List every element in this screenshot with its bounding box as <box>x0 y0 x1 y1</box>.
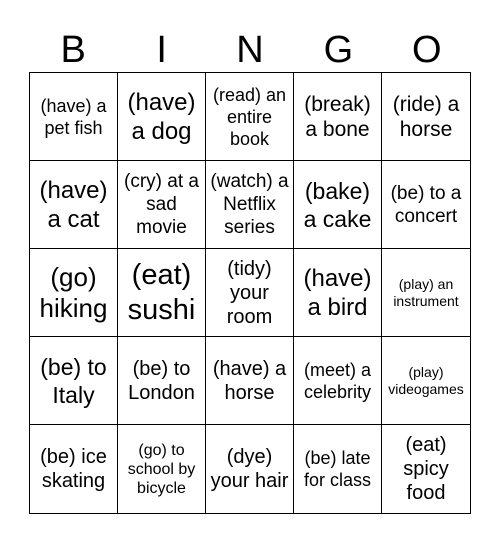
bingo-cell[interactable] <box>30 249 118 337</box>
bingo-cell[interactable] <box>294 337 382 425</box>
bingo-cell[interactable] <box>206 73 294 161</box>
cell-text: (be) late for class <box>303 448 372 490</box>
cell-text: (be) to Italy <box>40 353 107 408</box>
cell-text: (meet) a celebrity <box>303 359 372 402</box>
cell-text: (play) an instrument <box>393 275 459 309</box>
cell-text: (break) a bone <box>304 92 371 141</box>
cell-text: (be) to London <box>128 357 195 404</box>
bingo-cell[interactable] <box>294 73 382 161</box>
bingo-cell[interactable] <box>206 249 294 337</box>
bingo-cell[interactable] <box>294 425 382 513</box>
cell-text: (cry) at a sad movie <box>124 171 199 238</box>
bingo-cell[interactable] <box>382 337 470 425</box>
cell-text: (have) a pet fish <box>40 95 107 138</box>
cell-text: (play) videogames <box>388 363 464 397</box>
bingo-cell[interactable] <box>382 249 470 337</box>
bingo-cell[interactable] <box>118 73 206 161</box>
cell-text: (have) a bird <box>303 264 372 321</box>
bingo-grid <box>29 72 471 514</box>
cell-text: (be) to a concert <box>390 182 462 227</box>
cell-text: (dye) your hair <box>210 446 289 492</box>
bingo-cell[interactable] <box>206 161 294 249</box>
bingo-cell[interactable] <box>382 73 470 161</box>
bingo-cell[interactable] <box>30 425 118 513</box>
bingo-cell[interactable] <box>382 161 470 249</box>
header-letter: G <box>323 29 354 71</box>
bingo-cell[interactable] <box>30 73 118 161</box>
bingo-cell[interactable] <box>118 161 206 249</box>
bingo-cell[interactable] <box>118 425 206 513</box>
cell-text: (go) hiking <box>39 261 108 323</box>
cell-text: (ride) a horse <box>392 92 460 141</box>
cell-text: (have) a horse <box>212 357 287 404</box>
cell-text: (tidy) your room <box>226 257 273 328</box>
bingo-cell[interactable] <box>30 161 118 249</box>
bingo-cell[interactable] <box>118 337 206 425</box>
header-letter: O <box>412 29 442 71</box>
cell-text: (bake) a cake <box>303 177 372 232</box>
cell-text: (be) ice skating <box>40 446 107 492</box>
header-letter: I <box>156 29 167 71</box>
cell-text: (have) a cat <box>39 176 108 233</box>
header-letter: B <box>60 29 86 71</box>
cell-text: (go) to school by bicycle <box>127 441 196 497</box>
cell-text: (have) a dog <box>127 88 196 145</box>
bingo-cell[interactable] <box>382 425 470 513</box>
cell-text: (eat) sushi <box>127 258 196 326</box>
bingo-cell[interactable] <box>206 425 294 513</box>
cell-text: (eat) spicy food <box>403 434 449 504</box>
bingo-cell[interactable] <box>294 249 382 337</box>
cell-text: (watch) a Netflix series <box>210 171 289 238</box>
bingo-cell[interactable] <box>206 337 294 425</box>
header-letter: N <box>236 29 264 71</box>
bingo-cell[interactable] <box>118 249 206 337</box>
bingo-cell[interactable] <box>30 337 118 425</box>
cell-text: (read) an entire book <box>212 84 287 149</box>
bingo-cell[interactable] <box>294 161 382 249</box>
bingo-header <box>29 28 471 72</box>
